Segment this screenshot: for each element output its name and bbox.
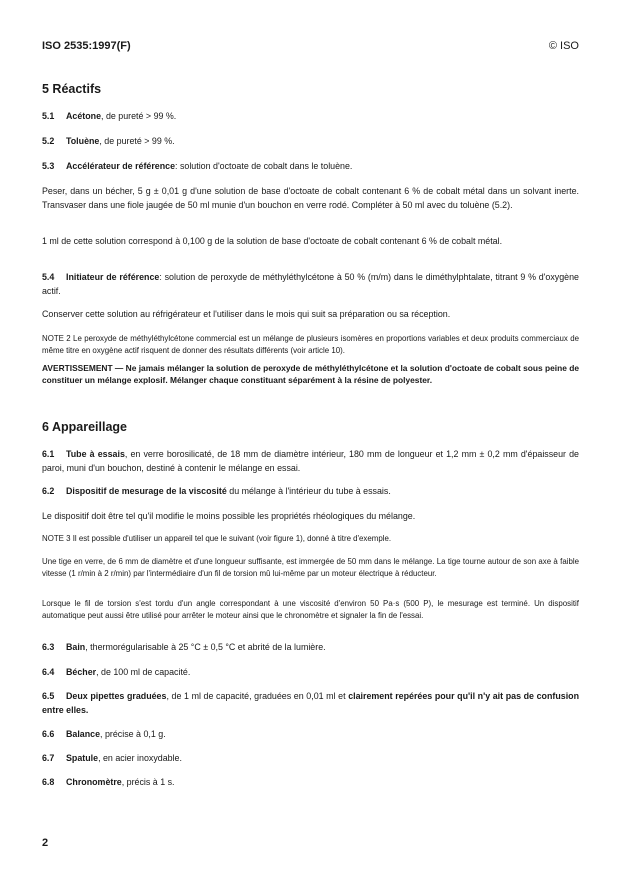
clause-5-1 — [42, 110, 579, 124]
clause-6-2 — [42, 485, 579, 499]
clause-6-7 — [42, 752, 579, 766]
clause-term: Bain — [66, 642, 86, 652]
clause-text: , précise à 0,1 g. — [100, 729, 166, 739]
clause-6-8 — [42, 776, 579, 790]
note-3: NOTE 3 Il est possible d'utiliser un appareil tel que le suivant (voir figure 1), donné à titre d'exemple. — [42, 534, 392, 543]
clause-term: Tube à essais — [66, 449, 125, 459]
header-copyright: © ISO — [548, 40, 579, 52]
clause-term: Spatule — [66, 753, 99, 763]
clause-number: 6.3 — [42, 642, 55, 652]
warning-paragraph: AVERTISSEMENT — Ne jamais mélanger la solution de peroxyde de méthyléthylcétone et la solution d'octoate de cobalt sous peine de constituer un mélange explosif. Mélanger chaque constituant séparément à la résine de polyester. — [42, 363, 579, 385]
clause-number: 5.1 — [42, 111, 55, 121]
clause-number: 6.6 — [42, 729, 55, 739]
clause-5-4 — [42, 271, 579, 298]
section-5-title: 5 Réactifs — [42, 82, 102, 96]
note-2: NOTE 2 Le peroxyde de méthyléthylcétone commercial est un mélange de plusieurs isomères en proportions variables et deux produits commerciaux de même titre en oxygène actif risquent de donner des résultats différents (voir article 10). — [42, 334, 579, 355]
paragraph-5-3-equivalence: 1 ml de cette solution correspond à 0,100 g de la solution de base d'octoate de cobalt contenant 6 % de cobalt métal. — [42, 236, 503, 246]
clause-number: 6.5 — [42, 691, 55, 701]
clause-text: , en verre borosilicaté, de 18 mm de diamètre intérieur, 180 mm de longueur et 1,2 mm ± 0,2 mm d'épaisseur de paroi, muni d'un bouchon, destiné à contenir le mélange en essai. — [42, 449, 579, 473]
clause-text: , de 100 ml de capacité. — [96, 667, 191, 677]
clause-text: : solution d'octoate de cobalt dans le toluène. — [175, 161, 353, 171]
clause-6-5 — [42, 690, 579, 717]
paragraph-5-3-procedure: Peser, dans un bécher, 5 g ± 0,01 g d'une solution de base d'octoate de cobalt contenant 6 % de cobalt métal dans un solvant inerte. Transvaser dans une fiole jaugée de 50 ml munie d'un bouchon en verre rodé. Compléter à 50 ml avec du toluène (5.2). — [42, 186, 579, 210]
clause-text: , de pureté > 99 %. — [101, 111, 177, 121]
clause-number: 6.2 — [42, 486, 55, 496]
clause-term: Bécher — [66, 667, 97, 677]
clause-number: 6.1 — [42, 449, 55, 459]
clause-number: 6.7 — [42, 753, 55, 763]
clause-number: 6.4 — [42, 667, 55, 677]
clause-6-1 — [42, 448, 579, 475]
clause-number: 6.8 — [42, 777, 55, 787]
clause-term: Acétone — [66, 111, 102, 121]
clause-term: Chronomètre — [66, 777, 122, 787]
note-3-description: Une tige en verre, de 6 mm de diamètre et d'une longueur suffisante, est immergée de 50 mm dans le mélange. La tige tourne autour de son axe à faible vitesse (1 r/min à 2 r/min) par l'intermédiaire d'un fil de torsion mû lui-même par un moteur électrique à réducteur. — [42, 557, 579, 578]
clause-6-4 — [42, 666, 579, 680]
clause-term: Balance — [66, 729, 101, 739]
clause-text: du mélange à l'intérieur du tube à essais. — [226, 486, 391, 496]
clause-bold-tail: clairement repérées pour qu'il n'y ait pas de confusion entre elles. — [42, 691, 580, 715]
clause-5-2 — [42, 135, 579, 149]
clause-number: 5.2 — [42, 136, 55, 146]
note-3-end-condition: Lorsque le fil de torsion s'est tordu d'un angle correspondant à une viscosité d'environ 50 Pa·s (500 P), le mesurage est terminé. Un dispositif automatique peut aussi être utilisé pour arrêter le moteur ainsi que le chronomètre et signaler la fin de l'essai. — [42, 599, 579, 620]
clause-text: : solution de peroxyde de méthyléthylcétone à 50 % (m/m) dans le diméthylphtalate, titrant 9 % d'oxygène actif. — [42, 272, 579, 296]
clause-term: Dispositif de mesurage de la viscosité — [66, 486, 227, 496]
clause-text: , précis à 1 s. — [121, 777, 175, 787]
clause-term: Deux pipettes graduées — [66, 691, 167, 701]
clause-6-3 — [42, 641, 579, 655]
clause-number: 5.3 — [42, 161, 55, 171]
paragraph-6-2-requirement: Le dispositif doit être tel qu'il modifie le moins possible les propriétés rhéologiques du mélange. — [42, 511, 416, 521]
clause-text: , de 1 ml de capacité, graduées en 0,01 ml et — [166, 691, 349, 701]
clause-term: Initiateur de référence — [66, 272, 160, 282]
section-6-title: 6 Appareillage — [42, 420, 127, 434]
clause-6-6 — [42, 728, 579, 742]
header-standard-id: ISO 2535:1997(F) — [42, 40, 131, 52]
clause-number: 5.4 — [42, 272, 55, 282]
clause-5-3 — [42, 160, 579, 174]
clause-text: , thermorégularisable à 25 °C ± 0,5 °C et abrité de la lumière. — [85, 642, 326, 652]
page-number: 2 — [42, 837, 49, 849]
clause-text: , en acier inoxydable. — [98, 753, 182, 763]
clause-text: , de pureté > 99 %. — [99, 136, 175, 146]
paragraph-5-4-storage: Conserver cette solution au réfrigérateur et l'utiliser dans le mois qui suit sa préparation ou sa réception. — [42, 309, 451, 319]
clause-term: Accélérateur de référence — [66, 161, 176, 171]
clause-term: Toluène — [66, 136, 100, 146]
